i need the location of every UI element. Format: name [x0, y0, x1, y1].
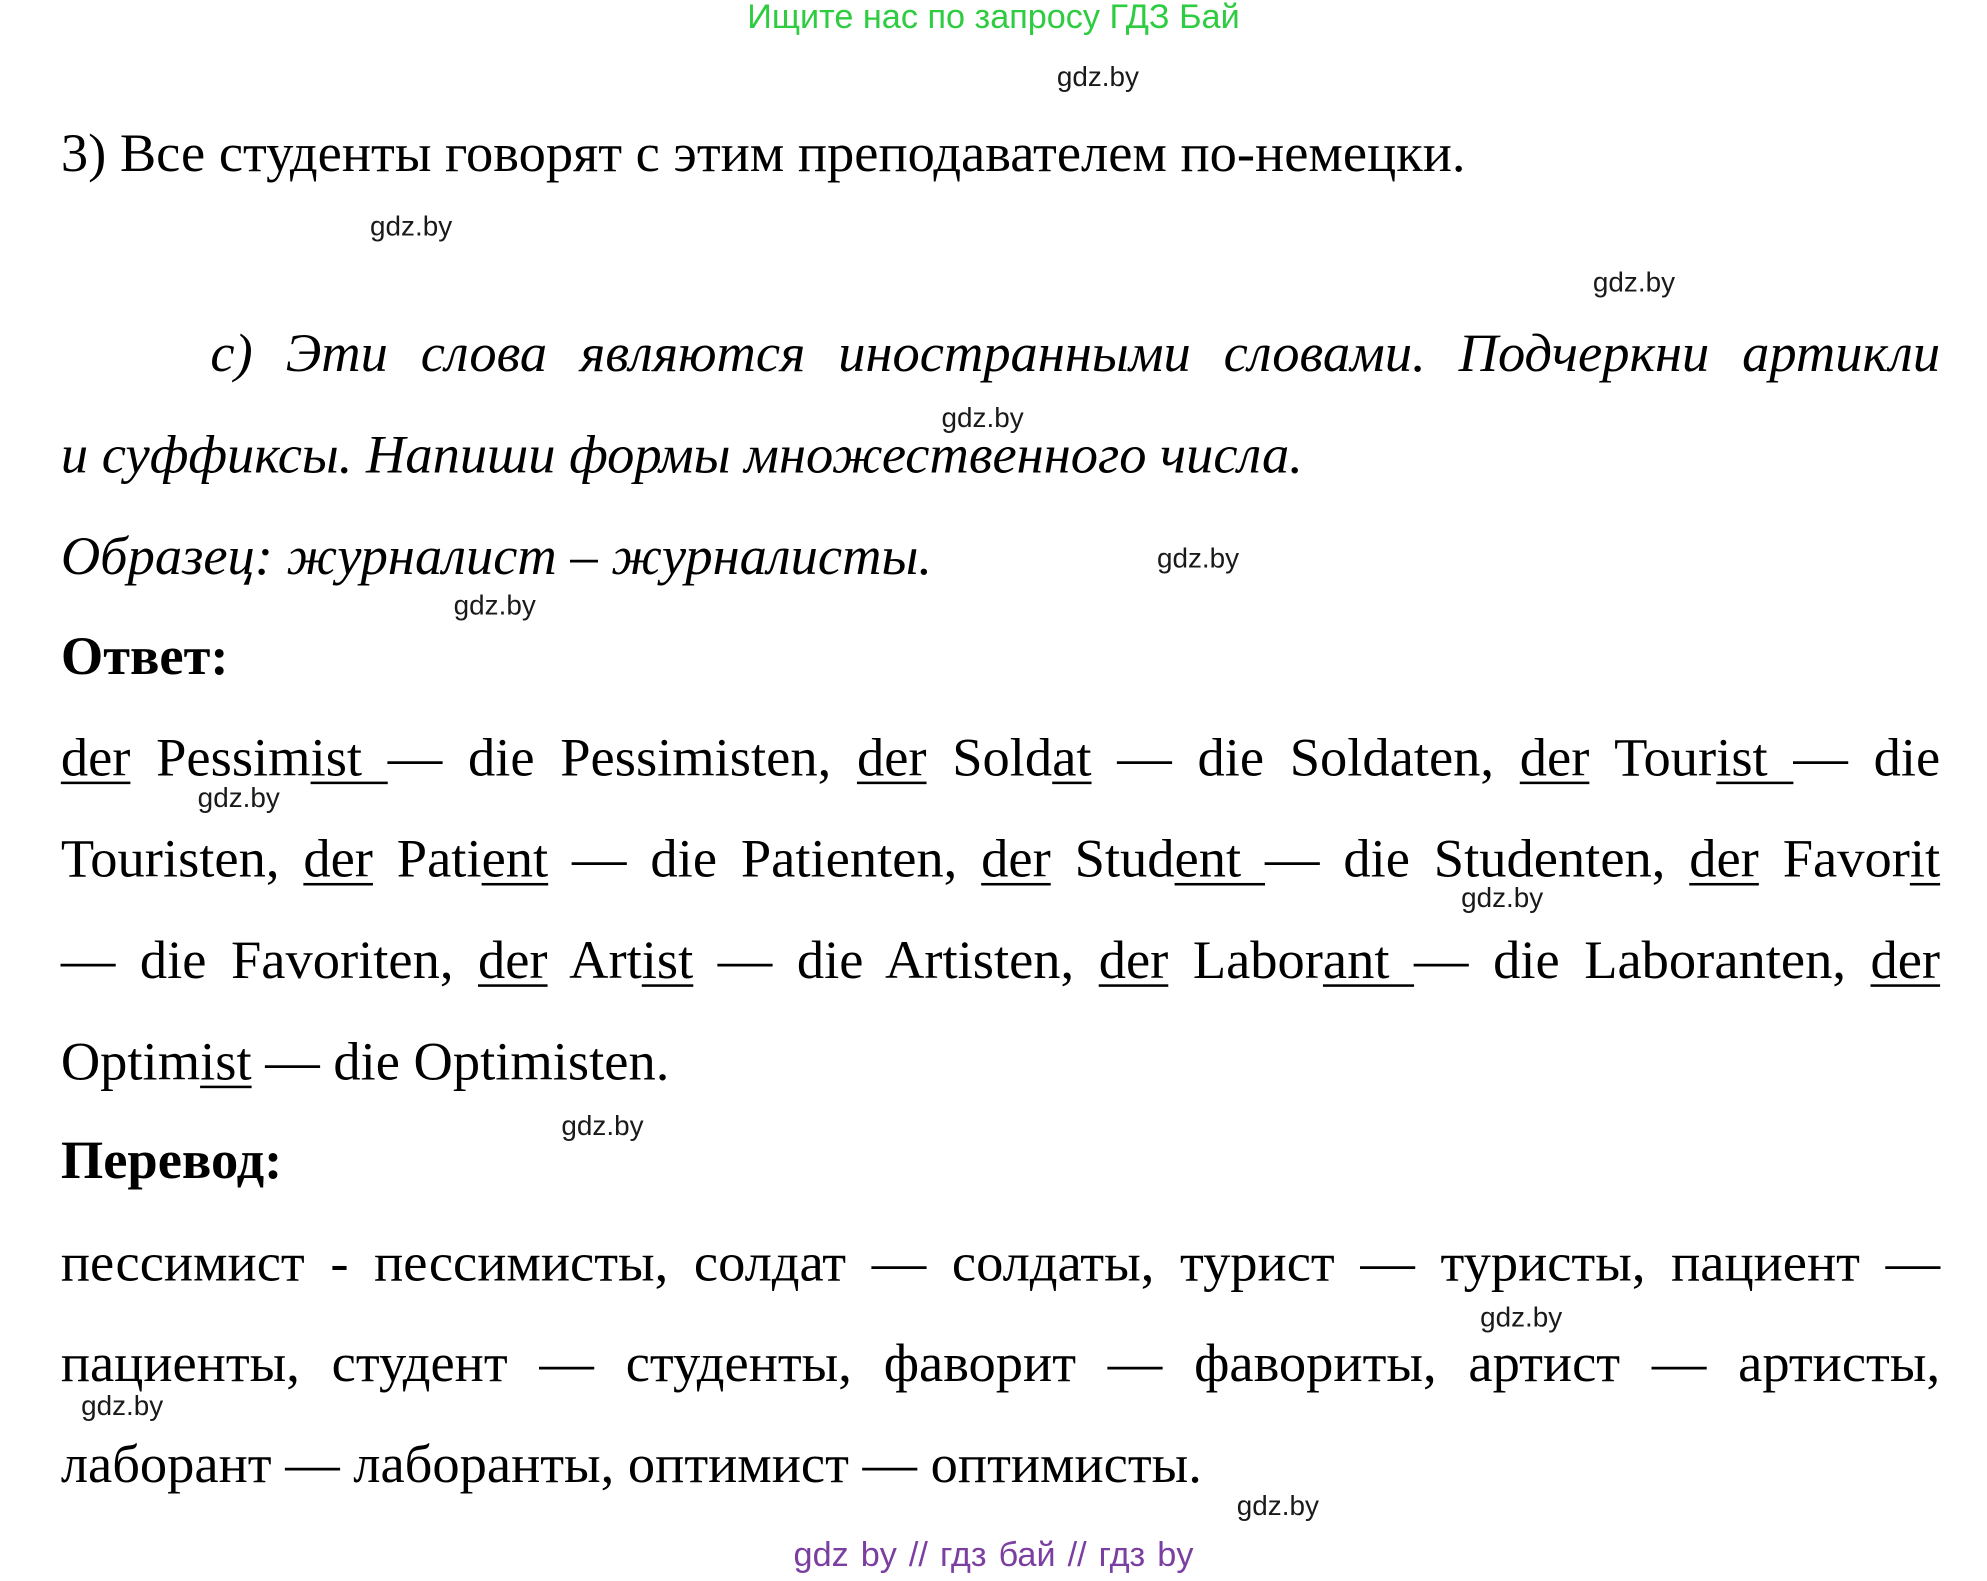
plural-form: die Favoriten,	[139, 931, 454, 991]
answer-line-1	[60, 728, 1941, 788]
noun-stem: Tour	[1614, 728, 1717, 788]
plural-article: die	[1873, 728, 1941, 788]
suffix: ant	[1322, 931, 1415, 991]
dash: —	[1117, 728, 1172, 788]
task-c-instruction-line-1: с) Эти слова являются иностранными словами. Подчеркни артикли	[210, 324, 1941, 384]
watermark: gdz.by	[453, 589, 536, 621]
article: der	[303, 829, 373, 890]
noun-stem: Favor	[1782, 829, 1910, 890]
noun-stem: Labor	[1192, 931, 1323, 991]
suffix: ist	[641, 931, 694, 991]
suffix: ent	[481, 829, 549, 890]
article: der	[1689, 829, 1759, 890]
plural-form: die Studenten,	[1343, 829, 1666, 890]
plural-form: die Artisten,	[796, 931, 1075, 991]
translation-line-3: лаборант — лаборанты, оптимист — оптимисты.	[60, 1435, 1202, 1495]
plural-form: die Optimisten.	[333, 1032, 670, 1092]
task-c-sample: Образец: журналист – журналисты.	[60, 526, 932, 587]
watermark: gdz.by	[1056, 60, 1139, 93]
watermark: gdz.by	[1592, 266, 1676, 298]
article: der	[981, 829, 1051, 890]
dash: —	[60, 931, 116, 991]
answer-heading: Ответ:	[60, 627, 229, 687]
answer-line-2	[60, 829, 1941, 890]
suffix: ist	[1716, 728, 1794, 788]
dash: —	[1414, 931, 1469, 991]
article: der	[1870, 931, 1941, 991]
watermark: gdz.by	[561, 1109, 644, 1142]
suffix: it	[1909, 829, 1941, 890]
task-c-instruction-line-2: и суффиксы. Напиши формы множественного числа.	[60, 425, 1303, 486]
top-banner[interactable]: Ищите нас по запросу ГДЗ Бай	[747, 0, 1240, 36]
article: der	[856, 728, 927, 788]
suffix: at	[1052, 728, 1092, 788]
watermark: gdz.by	[1156, 542, 1240, 574]
translation-heading: Перевод:	[60, 1131, 283, 1191]
noun-stem: Sold	[952, 728, 1053, 788]
plural-form: die Laboranten,	[1493, 931, 1846, 991]
dash: —	[572, 829, 627, 890]
plural-form: Touristen,	[60, 829, 280, 890]
noun-stem: Optim	[60, 1032, 201, 1092]
noun-stem: Pessim	[156, 728, 311, 788]
plural-form: die Patienten,	[650, 829, 958, 890]
answer-line-4	[60, 1032, 670, 1092]
watermark: gdz.by	[370, 210, 453, 242]
watermark: gdz.by	[1461, 881, 1544, 914]
dash: —	[717, 931, 773, 991]
plural-form: die Pessimisten,	[467, 728, 832, 788]
plural-form: die Soldaten,	[1197, 728, 1495, 788]
noun-stem: Stud	[1074, 829, 1175, 890]
answer-line-3	[60, 931, 1941, 991]
suffix: ist	[200, 1032, 252, 1092]
watermark: gdz.by	[941, 401, 1024, 434]
article: der	[1098, 931, 1169, 991]
article: der	[477, 931, 548, 991]
suffix: ent	[1174, 829, 1266, 890]
watermark: gdz.by	[1236, 1489, 1319, 1522]
translation-line-1: пессимист - пессимисты, солдат — солдаты, турист — туристы, пациент —	[60, 1233, 1941, 1294]
dash: —	[387, 728, 443, 788]
task-3-sentence: 3) Все студенты говорят с этим преподавателем по-немецки.	[60, 124, 1466, 184]
watermark: gdz.by	[197, 781, 280, 814]
suffix: ist	[310, 728, 388, 788]
dash: —	[1793, 728, 1848, 788]
watermark: gdz.by	[81, 1389, 164, 1422]
article: der	[1519, 728, 1590, 788]
translation-line-2: пациенты, студент — студенты, фаворит — фавориты, артист — артисты,	[60, 1333, 1941, 1394]
footer-links[interactable]: gdz by // гдз бай // гдз by	[793, 1535, 1194, 1574]
noun-stem: Art	[569, 931, 642, 991]
article: der	[60, 728, 131, 788]
noun-stem: Pati	[396, 829, 482, 890]
dash: —	[1265, 829, 1320, 890]
watermark: gdz.by	[1480, 1301, 1563, 1333]
dash: —	[265, 1032, 320, 1092]
